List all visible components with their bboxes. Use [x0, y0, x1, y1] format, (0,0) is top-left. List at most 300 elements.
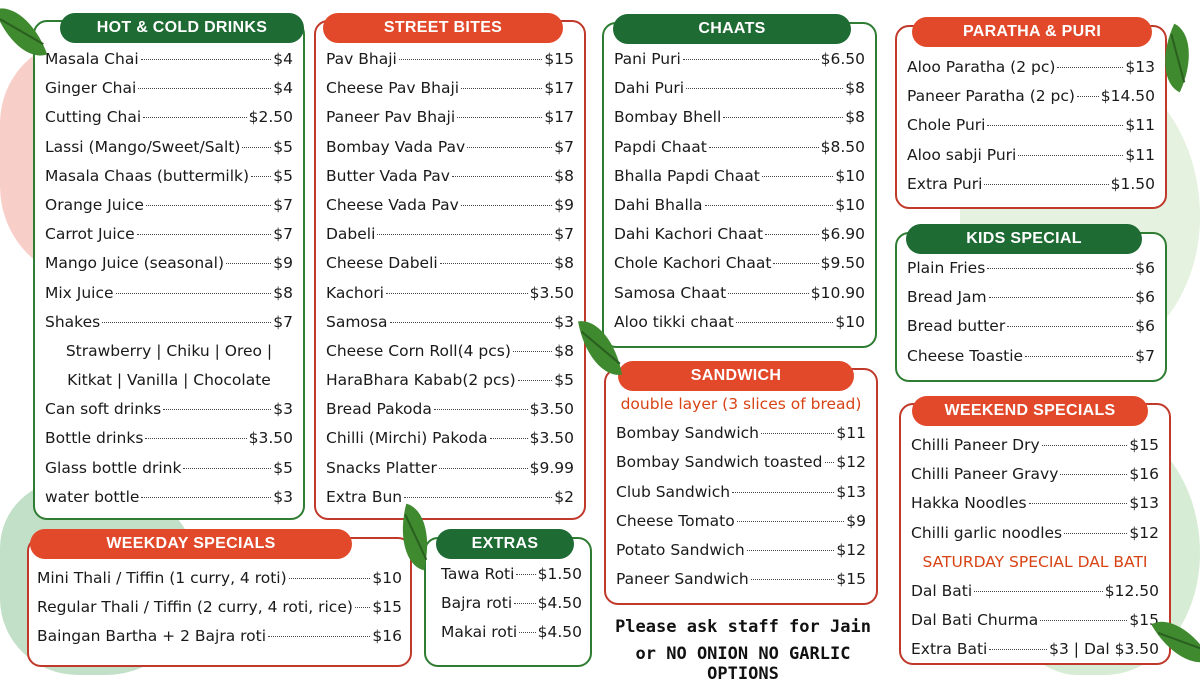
- menu-item: [45, 429, 293, 458]
- dot-leader: [461, 88, 542, 89]
- menu-item-price: $7: [1135, 346, 1155, 365]
- menu-item: [614, 254, 865, 283]
- menu-item-price: $9.50: [820, 254, 865, 273]
- dot-leader: [1077, 96, 1099, 97]
- menu-item-price: $4: [273, 50, 293, 68]
- menu-item-name: Mini Thali / Tiffin (1 curry, 4 roti): [37, 569, 287, 587]
- menu-item: [441, 623, 582, 652]
- menu-item: [45, 167, 293, 196]
- section-sandwich: [604, 368, 878, 605]
- menu-item-name: Bombay Vada Pav: [326, 137, 466, 156]
- menu-item-name: Paneer Sandwich: [616, 570, 749, 589]
- menu-item-price: $15: [1129, 611, 1159, 630]
- menu-item-name: Cheese Dabeli: [326, 254, 438, 273]
- menu-item-price: $7: [273, 312, 293, 331]
- menu-item: [907, 58, 1155, 87]
- sandwich-list: [616, 395, 866, 599]
- menu-item: [441, 565, 582, 594]
- dot-leader: [1018, 155, 1123, 156]
- menu-item: [616, 483, 866, 512]
- dot-leader: [439, 468, 528, 469]
- shake-flavors-line: [45, 342, 293, 371]
- menu-item-price: $1.50: [537, 565, 582, 583]
- dot-leader: [686, 88, 843, 89]
- dot-leader: [761, 433, 834, 434]
- menu-item: [907, 175, 1155, 204]
- menu-item: [614, 138, 865, 167]
- dot-leader: [1040, 620, 1127, 621]
- menu-item-name: Samosa Chaat: [614, 283, 727, 302]
- menu-item-price: $14.50: [1100, 87, 1155, 106]
- dot-leader: [709, 147, 819, 148]
- sandwich-note-text: double layer (3 slices of bread): [620, 395, 862, 413]
- menu-item-name: Pani Puri: [614, 50, 681, 68]
- dot-leader: [141, 497, 271, 498]
- dietary-note-line1: Please ask staff for Jain: [615, 617, 871, 637]
- menu-item-name: Ginger Chai: [45, 79, 137, 98]
- menu-item-name: Extra Bun: [326, 487, 403, 506]
- menu-item: [45, 138, 293, 167]
- dot-leader: [183, 468, 271, 469]
- menu-item: [326, 254, 574, 283]
- menu-item-price: $13: [1129, 494, 1159, 513]
- dot-leader: [1060, 474, 1127, 475]
- menu-item-name: Chilli Paneer Dry: [911, 436, 1040, 454]
- menu-item-price: $12: [1129, 523, 1159, 542]
- menu-item-price: $6: [1135, 288, 1155, 307]
- menu-item: [907, 347, 1155, 376]
- menu-item-name: Bread Pakoda: [326, 400, 432, 419]
- dot-leader: [461, 205, 553, 206]
- menu-item-name: Bombay Bhell: [614, 108, 722, 127]
- menu-item-name: Tawa Roti: [441, 565, 515, 583]
- dot-leader: [102, 322, 271, 323]
- menu-item: [45, 254, 293, 283]
- menu-item: [911, 640, 1159, 669]
- menu-item: [326, 313, 574, 342]
- weekday-specials-list: [37, 569, 402, 657]
- menu-item: [37, 569, 402, 598]
- section-street-bites: [314, 20, 586, 520]
- dot-leader: [736, 322, 834, 323]
- menu-item: [616, 424, 866, 453]
- menu-item: [911, 524, 1159, 553]
- dot-leader: [1057, 67, 1123, 68]
- dot-leader: [386, 293, 528, 294]
- menu-item-price: $8.50: [820, 137, 865, 156]
- menu-item-name: Dal Bati Churma: [911, 611, 1039, 630]
- menu-item-name: Dahi Puri: [614, 79, 685, 98]
- dot-leader: [773, 263, 818, 264]
- menu-item: [911, 611, 1159, 640]
- paratha-puri-list: [907, 58, 1155, 204]
- menu-item: [45, 50, 293, 79]
- menu-item: [614, 313, 865, 342]
- dot-leader: [226, 263, 271, 264]
- menu-item-price: $8: [554, 166, 574, 185]
- menu-item-price: $5: [273, 166, 293, 185]
- menu-item-name: Bhalla Papdi Chaat: [614, 166, 760, 185]
- dot-leader: [467, 147, 552, 148]
- menu-item-price: $4.50: [537, 594, 582, 613]
- menu-item-name: Mango Juice (seasonal): [45, 254, 225, 273]
- dot-leader: [268, 636, 370, 637]
- menu-item-name: Orange Juice: [45, 195, 144, 214]
- dot-leader: [737, 521, 845, 522]
- menu-item: [911, 494, 1159, 523]
- menu-item-price: $2.50: [248, 108, 293, 127]
- dot-leader: [390, 322, 553, 323]
- menu-item-name: Cheese Toastie: [907, 346, 1024, 365]
- menu-item: [45, 284, 293, 313]
- dot-leader: [1064, 533, 1127, 534]
- menu-item-price: $3: [554, 312, 574, 331]
- menu-item: [326, 167, 574, 196]
- dot-leader: [1042, 445, 1128, 446]
- sandwich-note: [616, 395, 866, 424]
- menu-item-price: $4: [273, 79, 293, 98]
- menu-item: [911, 436, 1159, 465]
- dot-leader: [355, 607, 371, 608]
- menu-item: [614, 284, 865, 313]
- menu-item-name: Dahi Kachori Chaat: [614, 225, 764, 244]
- menu-item-name: Carrot Juice: [45, 225, 135, 244]
- menu-item-price: $9: [846, 511, 866, 530]
- chaats-list: [614, 50, 865, 342]
- dot-leader: [1007, 326, 1133, 327]
- menu-item: [45, 459, 293, 488]
- menu-item-price: $3.50: [529, 429, 574, 448]
- menu-item-price: $7: [273, 195, 293, 214]
- menu-item: [616, 512, 866, 541]
- menu-item: [614, 196, 865, 225]
- dot-leader: [289, 578, 371, 579]
- dietary-note-line2: or NO ONION NO GARLIC OPTIONS: [635, 644, 851, 684]
- dot-leader: [989, 297, 1134, 298]
- menu-item-name: Makai roti: [441, 623, 518, 642]
- menu-item: [326, 108, 574, 137]
- saturday-special-note: [911, 553, 1159, 582]
- menu-item: [45, 313, 293, 342]
- menu-item-price: $10: [835, 195, 865, 214]
- dot-leader: [518, 380, 553, 381]
- menu-item-price: $13: [1125, 58, 1155, 76]
- dot-leader: [974, 591, 1103, 592]
- menu-item-name: Bottle drinks: [45, 429, 144, 448]
- dot-leader: [984, 184, 1108, 185]
- menu-item-price: $4.50: [537, 623, 582, 642]
- menu-item-name: water bottle: [45, 487, 140, 506]
- header-hot-cold-drinks: HOT & COLD DRINKS: [60, 13, 304, 43]
- menu-item: [45, 400, 293, 429]
- menu-item-name: Regular Thali / Tiffin (2 curry, 4 roti, rice): [37, 598, 353, 617]
- menu-item-price: $5: [273, 458, 293, 477]
- menu-item-name: HaraBhara Kabab(2 pcs): [326, 371, 516, 390]
- dot-leader: [137, 234, 272, 235]
- menu-item-price: $17: [544, 79, 574, 98]
- menu-item: [614, 167, 865, 196]
- dot-leader: [146, 205, 271, 206]
- menu-item-name: Cheese Corn Roll(4 pcs): [326, 341, 511, 360]
- dot-leader: [514, 603, 535, 604]
- menu-item-price: $3 | Dal $3.50: [1049, 640, 1159, 659]
- menu-item: [911, 582, 1159, 611]
- menu-item-name: Chilli (Mirchi) Pakoda: [326, 429, 488, 448]
- menu-item: [45, 488, 293, 517]
- dot-leader: [519, 632, 535, 633]
- menu-item-price: $16: [372, 627, 402, 646]
- dot-leader: [825, 462, 835, 463]
- menu-item-price: $3.50: [529, 283, 574, 302]
- menu-item-name: Extra Bati: [911, 640, 988, 659]
- menu-item-price: $3: [273, 400, 293, 419]
- menu-item-price: $17: [544, 108, 574, 127]
- section-chaats: [602, 22, 877, 348]
- menu-item-name: Glass bottle drink: [45, 458, 182, 477]
- menu-item-price: $6.90: [820, 225, 865, 244]
- menu-item-name: Papdi Chaat: [614, 137, 707, 156]
- menu-item: [907, 259, 1155, 288]
- menu-item-price: $10: [835, 312, 865, 331]
- menu-item-name: Cheese Vada Pav: [326, 195, 459, 214]
- dot-leader: [377, 234, 552, 235]
- dot-leader: [762, 176, 834, 177]
- menu-item-price: $13: [836, 482, 866, 501]
- menu-item: [614, 79, 865, 108]
- menu-item-price: $15: [836, 570, 866, 589]
- menu-item-name: Dal Bati: [911, 581, 973, 600]
- hot-cold-drinks-list: [45, 50, 293, 517]
- dot-leader: [145, 438, 246, 439]
- dot-leader: [732, 492, 834, 493]
- menu-item: [326, 342, 574, 371]
- menu-item: [911, 465, 1159, 494]
- menu-item-name: Chole Kachori Chaat: [614, 254, 772, 273]
- dot-leader: [399, 59, 543, 60]
- menu-item-price: $12: [836, 453, 866, 472]
- header-weekend-specials: WEEKEND SPECIALS: [912, 396, 1148, 426]
- menu-item-name: Bombay Sandwich: [616, 424, 759, 443]
- header-sandwich: SANDWICH: [618, 361, 854, 391]
- shake-flavors-line: [45, 371, 293, 400]
- menu-item-name: Chilli garlic noodles: [911, 523, 1063, 542]
- dot-leader: [242, 147, 271, 148]
- menu-item-price: $9: [273, 254, 293, 273]
- header-street-bites: STREET BITES: [323, 13, 563, 43]
- menu-item-price: $8: [845, 108, 865, 127]
- dot-leader: [751, 579, 835, 580]
- dot-leader: [516, 574, 535, 575]
- dot-leader: [1029, 503, 1128, 504]
- header-paratha-puri: PARATHA & PURI: [912, 17, 1152, 47]
- extras-list: [441, 565, 582, 653]
- menu-item-price: $8: [554, 341, 574, 360]
- shake-flavors-text: Strawberry | Chiku | Oreo |: [65, 341, 273, 360]
- menu-item-name: Bread Jam: [907, 288, 987, 307]
- dot-leader: [1025, 356, 1133, 357]
- saturday-special-text: SATURDAY SPECIAL DAL BATI: [922, 552, 1148, 571]
- dot-leader: [141, 59, 272, 60]
- menu-item-name: Aloo sabji Puri: [907, 145, 1017, 164]
- menu-item-name: Can soft drinks: [45, 400, 162, 419]
- header-weekday-specials: WEEKDAY SPECIALS: [30, 529, 352, 559]
- menu-item: [326, 50, 574, 79]
- menu-item-name: Samosa: [326, 312, 388, 331]
- dot-leader: [163, 409, 271, 410]
- menu-item-price: $7: [554, 137, 574, 156]
- menu-item-name: Cheese Tomato: [616, 511, 735, 530]
- kids-special-list: [907, 259, 1155, 376]
- menu-item-price: $7: [554, 225, 574, 244]
- menu-item-name: Dahi Bhalla: [614, 195, 703, 214]
- menu-item-price: $7: [273, 225, 293, 244]
- dot-leader: [683, 59, 819, 60]
- menu-item-price: $8: [554, 254, 574, 273]
- menu-item-name: Shakes: [45, 312, 101, 331]
- menu-item-name: Lassi (Mango/Sweet/Salt): [45, 137, 241, 156]
- menu-item-price: $8: [845, 79, 865, 98]
- menu-item-price: $11: [836, 424, 866, 443]
- menu-item-price: $15: [544, 50, 574, 68]
- menu-item: [614, 225, 865, 254]
- menu-item-name: Cheese Pav Bhaji: [326, 79, 460, 98]
- menu-item-name: Pav Bhaji: [326, 50, 397, 68]
- dot-leader: [728, 293, 809, 294]
- menu-item: [907, 116, 1155, 145]
- menu-item-price: $12: [836, 540, 866, 559]
- menu-item-name: Aloo tikki chaat: [614, 312, 734, 331]
- menu-item-price: $2: [554, 487, 574, 506]
- menu-item-price: $1.50: [1110, 174, 1155, 193]
- menu-item-name: Potato Sandwich: [616, 540, 745, 559]
- menu-item-name: Dabeli: [326, 225, 376, 244]
- menu-item: [45, 225, 293, 254]
- dot-leader: [987, 125, 1123, 126]
- header-kids-special: KIDS SPECIAL: [906, 224, 1142, 254]
- section-paratha-puri: [895, 25, 1167, 209]
- menu-item-name: Club Sandwich: [616, 482, 731, 501]
- menu-item: [907, 146, 1155, 175]
- menu-item: [326, 284, 574, 313]
- menu-item-name: Paneer Pav Bhaji: [326, 108, 456, 127]
- menu-item: [616, 570, 866, 599]
- menu-item-price: $15: [1129, 436, 1159, 454]
- menu-item: [45, 79, 293, 108]
- menu-item: [441, 594, 582, 623]
- menu-item: [326, 400, 574, 429]
- menu-item-name: Bajra roti: [441, 594, 513, 613]
- menu-item-name: Butter Vada Pav: [326, 166, 450, 185]
- menu-item-price: $8: [273, 283, 293, 302]
- dot-leader: [989, 649, 1047, 650]
- menu-item-price: $6: [1135, 317, 1155, 336]
- dot-leader: [723, 117, 843, 118]
- menu-item-price: $12.50: [1104, 581, 1159, 600]
- dot-leader: [513, 351, 552, 352]
- menu-item-price: $10: [372, 569, 402, 587]
- dot-leader: [116, 293, 272, 294]
- dot-leader: [490, 438, 528, 439]
- menu-item-name: Snacks Platter: [326, 458, 437, 477]
- menu-item-price: $6.50: [820, 50, 865, 68]
- menu-item: [45, 108, 293, 137]
- menu-item: [326, 225, 574, 254]
- menu-item-name: Chole Puri: [907, 116, 986, 135]
- dot-leader: [251, 176, 271, 177]
- dot-leader: [434, 409, 528, 410]
- dot-leader: [452, 176, 552, 177]
- menu-item-name: Bombay Sandwich toasted: [616, 453, 823, 472]
- menu-item: [616, 453, 866, 482]
- menu-item-name: Masala Chai: [45, 50, 139, 68]
- street-bites-list: [326, 50, 574, 517]
- menu-item-price: $16: [1129, 465, 1159, 484]
- menu-item: [614, 50, 865, 79]
- menu-item-price: $5: [554, 371, 574, 390]
- menu-item: [45, 196, 293, 225]
- menu-item-name: Masala Chaas (buttermilk): [45, 166, 250, 185]
- dot-leader: [705, 205, 834, 206]
- menu-item: [907, 87, 1155, 116]
- dot-leader: [457, 117, 542, 118]
- dot-leader: [404, 497, 552, 498]
- menu-item: [907, 288, 1155, 317]
- menu-item-price: $5: [273, 137, 293, 156]
- menu-item: [326, 371, 574, 400]
- menu-item-price: $10: [835, 166, 865, 185]
- menu-item-price: $6: [1135, 259, 1155, 277]
- menu-item-name: Cutting Chai: [45, 108, 142, 127]
- menu-item-price: $3: [273, 487, 293, 506]
- menu-item: [37, 598, 402, 627]
- dot-leader: [138, 88, 271, 89]
- menu-item: [907, 317, 1155, 346]
- dot-leader: [765, 234, 819, 235]
- menu-item-price: $11: [1125, 116, 1155, 135]
- menu-item-name: Kachori: [326, 283, 384, 302]
- section-hot-cold-drinks: [33, 20, 305, 520]
- section-kids-special: [895, 232, 1167, 382]
- dot-leader: [440, 263, 553, 264]
- menu-item: [614, 108, 865, 137]
- menu-item: [326, 488, 574, 517]
- header-extras: EXTRAS: [436, 529, 574, 559]
- menu-item-price: $15: [372, 598, 402, 617]
- menu-item-name: Aloo Paratha (2 pc): [907, 58, 1056, 76]
- menu-item: [326, 138, 574, 167]
- menu-item-name: Plain Fries: [907, 259, 986, 277]
- dot-leader: [143, 117, 246, 118]
- menu-item-price: $3.50: [248, 429, 293, 448]
- menu-item-price: $10.90: [810, 283, 865, 302]
- menu-item-name: Bread butter: [907, 317, 1006, 336]
- menu-item: [326, 429, 574, 458]
- menu-item-name: Chilli Paneer Gravy: [911, 465, 1059, 484]
- menu-item: [326, 196, 574, 225]
- menu-item-name: Baingan Bartha + 2 Bajra roti: [37, 627, 267, 646]
- menu-item: [326, 79, 574, 108]
- header-chaats: CHAATS: [613, 14, 851, 44]
- dot-leader: [747, 550, 835, 551]
- menu-item: [616, 541, 866, 570]
- menu-item-price: $11: [1125, 145, 1155, 164]
- dot-leader: [987, 268, 1133, 269]
- menu-item-name: Hakka Noodles: [911, 494, 1027, 513]
- menu-item-name: Extra Puri: [907, 174, 983, 193]
- weekend-specials-list: [911, 436, 1159, 670]
- menu-item-price: $3.50: [529, 400, 574, 419]
- menu-item: [326, 459, 574, 488]
